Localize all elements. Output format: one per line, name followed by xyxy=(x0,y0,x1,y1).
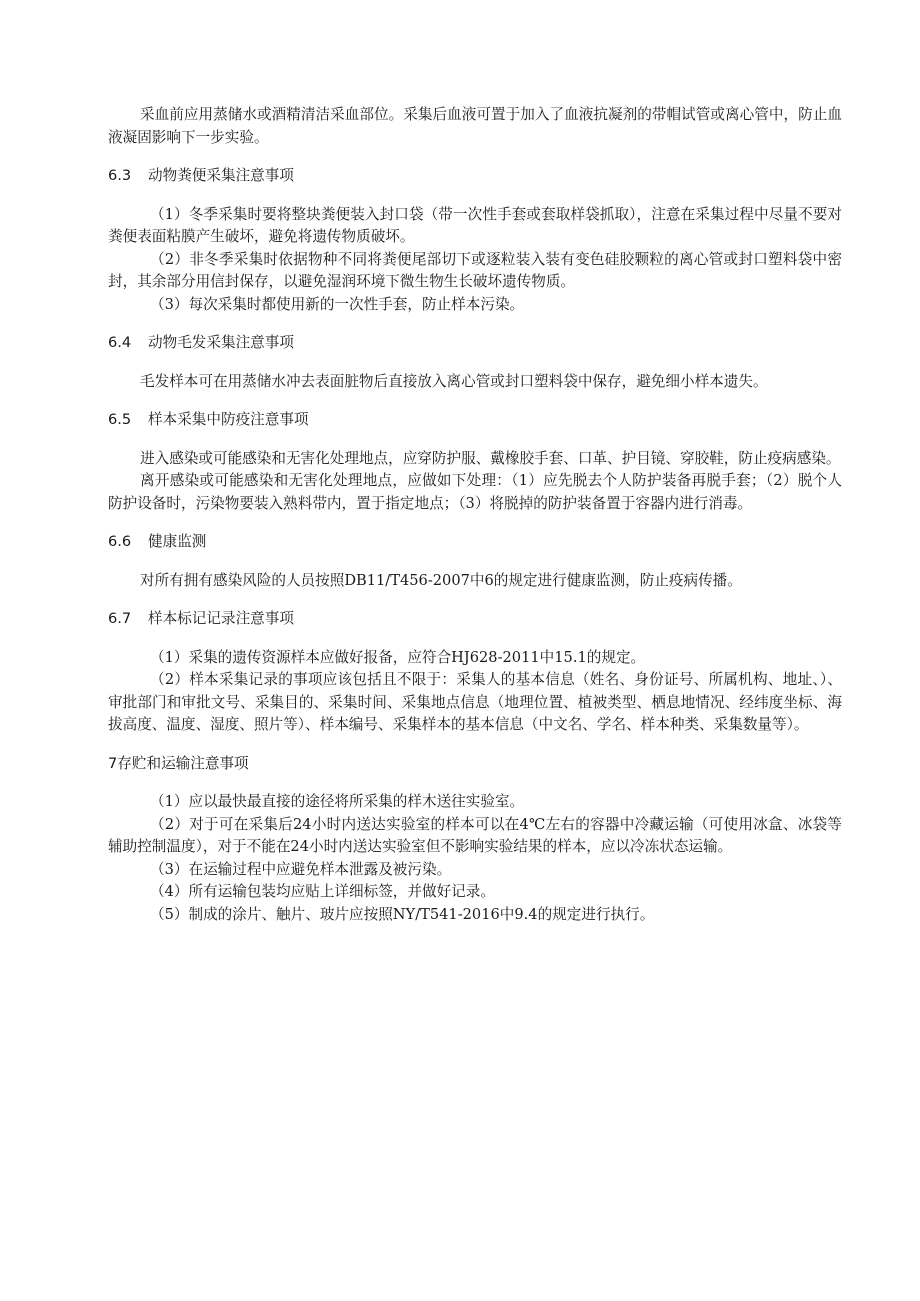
section-number: 6.6 xyxy=(108,533,132,550)
list-item: （1）冬季采集时要将整块粪便装入封口袋（带一次性手套或套取样袋抓取），注意在采集过程中尽量不要对粪便表面粘膜产生破坏，避免将遗传物质破坏。 xyxy=(108,205,842,245)
section-title: 样本采集中防疫注意事项 xyxy=(148,411,309,428)
list-item: （2）样本采集记录的事项应该包括且不限于：采集人的基本信息（姓名、身份证号、所属机构、地址、）、审批部门和审批文号、采集目的、采集时间、采集地点信息（地理位置、植被类型、栖息地情况、经纬度坐标、海拔高度、温度、湿度、照片等）、样本编号、采集样本的基本信息（中文名、学名、样本种类、采集数量等）。 xyxy=(108,671,842,733)
section-title: 健康监测 xyxy=(148,533,207,550)
section-heading-6-5 xyxy=(108,409,842,432)
section-number: 6.7 xyxy=(108,610,132,627)
section-title: 动物粪便采集注意事项 xyxy=(148,167,294,184)
section-number: 6.5 xyxy=(108,411,132,428)
section-heading-7 xyxy=(108,753,842,776)
list-item: （2）对于可在采集后24小时内送达实验室的样本可以在4℃左右的容器中冷藏运输（可使用冰盒、冰袋等辅助控制温度），对于不能在24小时内送达实验室但不影响实验结果的样本，应以冷冻状态运输。 xyxy=(108,815,842,855)
section-heading-6-4 xyxy=(108,332,842,355)
body-paragraph: 进入感染或可能感染和无害化处理地点，应穿防护服、戴橡胶手套、口革、护目镜、穿胶鞋，防止疫病感染。 xyxy=(140,449,841,467)
section-number: 6.4 xyxy=(108,334,132,351)
list-item: （2）非冬季采集时依据物种不同将粪便尾部切下或逐粒装入装有变色硅胶颗粒的离心管或封口塑料袋中密封，其余部分用信封保存，以避免湿润环境下微生物生长破坏遗传物质。 xyxy=(108,250,842,290)
list-item: （5）制成的涂片、触片、玻片应按照NY/T541-2016中9.4的规定进行执行。 xyxy=(150,905,655,923)
section-title: 存贮和运输注意事项 xyxy=(117,754,249,772)
section-number: 7 xyxy=(108,754,118,772)
list-item: （1）采集的遗传资源样本应做好报备，应符合HJ628-2011中15.1的规定。 xyxy=(150,648,646,666)
list-item: （3）在运输过程中应避免样本泄露及被污染。 xyxy=(150,860,452,878)
section-title: 样本标记记录注意事项 xyxy=(148,610,294,627)
intro-paragraph: 采血前应用蒸储水或酒精清洁采血部位。采集后血液可置于加入了血液抗凝剂的带帽试管或离心管中，防止血液凝固影响下一步实验。 xyxy=(108,106,842,146)
section-number: 6.3 xyxy=(108,167,132,184)
list-item: （3）每次采集时都使用新的一次性手套，防止样本污染。 xyxy=(150,295,525,313)
list-item: （1）应以最快最直接的途径将所采集的样木送往实验室。 xyxy=(150,793,525,810)
body-paragraph: 离开感染或可能感染和无害化处理地点，应做如下处理：（1）应先脱去个人防护装备再脱手套；（2）脱个人防护设备时，污染物要装入熟料带内，置于指定地点；（3）将脱掉的防护装备置于容器内进行消毒。 xyxy=(108,472,842,512)
document-page xyxy=(108,104,842,926)
body-paragraph: 对所有拥有感染风险的人员按照DB11/T456-2007中6的规定进行健康监测，防止疫病传播。 xyxy=(140,571,742,589)
list-item: （4）所有运输包装均应贴上详细标签，并做好记录。 xyxy=(150,883,495,900)
section-heading-6-6 xyxy=(108,531,842,554)
section-title: 动物毛发采集注意事项 xyxy=(148,334,294,351)
body-paragraph: 毛发样本可在用蒸储水冲去表面脏物后直接放入离心管或封口塑料袋中保存，避免细小样本遗失。 xyxy=(140,372,768,390)
section-heading-6-3 xyxy=(108,165,842,188)
section-heading-6-7 xyxy=(108,608,842,631)
